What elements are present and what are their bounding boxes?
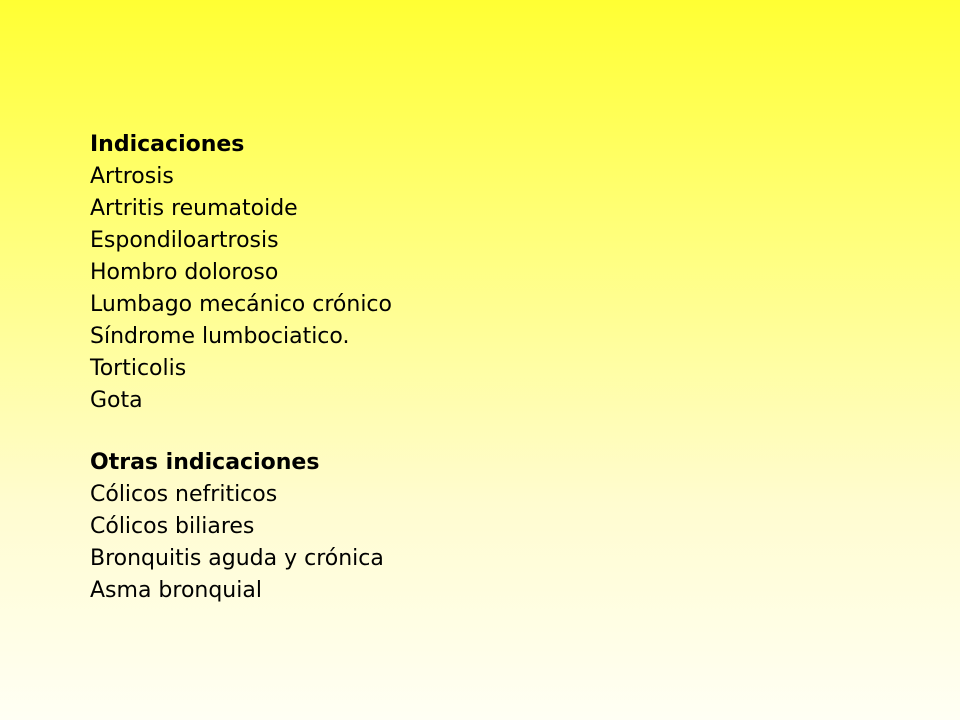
list-item: Hombro doloroso xyxy=(90,260,279,285)
indications-section xyxy=(90,129,392,417)
other-indications-section xyxy=(90,447,392,607)
list-item: Artrosis xyxy=(90,164,174,189)
list-item: Lumbago mecánico crónico xyxy=(90,292,392,317)
list-item: Gota xyxy=(90,388,143,413)
section-spacer xyxy=(90,417,392,447)
list-item: Cólicos biliares xyxy=(90,514,255,539)
list-item: Cólicos nefriticos xyxy=(90,482,278,507)
list-item: Torticolis xyxy=(90,356,187,381)
list-item: Asma bronquial xyxy=(90,578,262,603)
section-heading-otras-indicaciones: Otras indicaciones xyxy=(90,450,320,475)
list-item: Artritis reumatoide xyxy=(90,196,298,221)
section-heading-indicaciones: Indicaciones xyxy=(90,132,245,157)
text-body xyxy=(90,129,392,607)
list-item: Bronquitis aguda y crónica xyxy=(90,546,384,571)
list-item: Síndrome lumbociatico. xyxy=(90,324,350,349)
list-item: Espondiloartrosis xyxy=(90,228,279,253)
